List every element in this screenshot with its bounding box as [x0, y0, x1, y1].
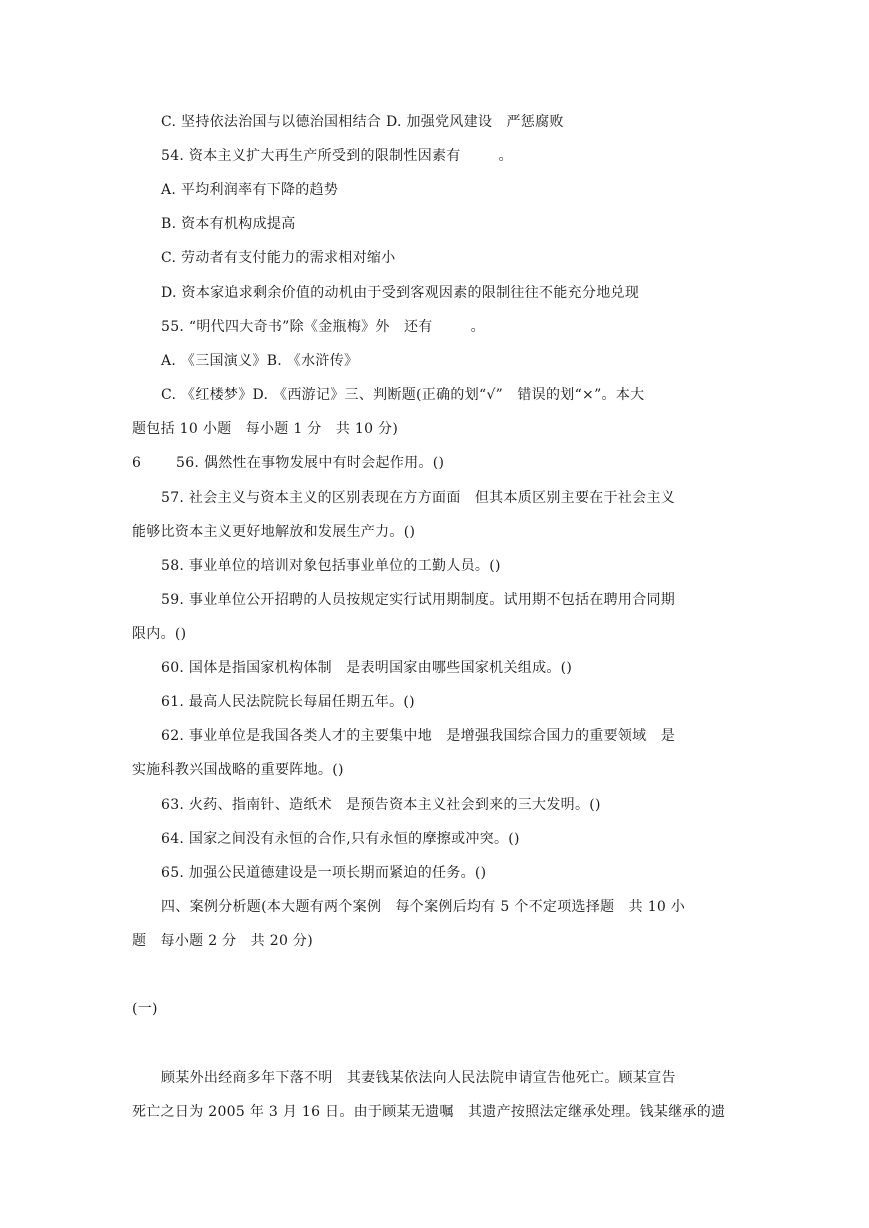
page-number: 6: [132, 455, 142, 471]
question-58: 58. 事业单位的培训对象包括事业单位的工勤人员。(): [161, 558, 501, 574]
option-c-53: C. 坚持依法治国与以德治国相结合 D. 加强党风建设 严惩腐败: [161, 114, 564, 130]
section-four-note: 题 每小题 2 分 共 20 分): [132, 933, 313, 949]
case-one-para-1: 顾某外出经商多年下落不明 其妻钱某依法向人民法院申请宣告他死亡。顾某宣告: [161, 1070, 676, 1086]
question-62-cont: 实施科教兴国战略的重要阵地。(): [132, 762, 344, 778]
question-65: 65. 加强公民道德建设是一项长期而紧迫的任务。(): [161, 865, 487, 881]
case-one-para-2: 死亡之日为 2005 年 3 月 16 日。由于顾某无遗嘱 其遗产按照法定继承处理。钱某继承的遗: [132, 1104, 726, 1120]
option-cd-55-section-three: C. 《红楼梦》D. 《西游记》三、判断题(正确的划“√” 错误的划“×”。本大: [161, 387, 645, 403]
section-four-heading: 四、案例分析题(本大题有两个案例 每个案例后均有 5 个不定项选择题 共 10 小: [161, 899, 686, 915]
question-54: 54. 资本主义扩大再生产所受到的限制性因素有 。: [161, 148, 513, 164]
option-d-54: D. 资本家追求剩余价值的动机由于受到客观因素的限制往往不能充分地兑现: [161, 285, 640, 301]
option-b-54: B. 资本有机构成提高: [161, 216, 296, 232]
question-63: 63. 火药、指南针、造纸术 是预告资本主义社会到来的三大发明。(): [161, 797, 601, 813]
question-59: 59. 事业单位公开招聘的人员按规定实行试用期制度。试用期不包括在聘用合同期: [161, 592, 676, 608]
question-61: 61. 最高人民法院院长每届任期五年。(): [161, 694, 415, 710]
question-59-cont: 限内。(): [132, 626, 187, 642]
option-a-54: A. 平均利润率有下降的趋势: [161, 182, 339, 198]
option-c-54: C. 劳动者有支付能力的需求相对缩小: [161, 250, 396, 266]
case-one-label: (一): [132, 1001, 158, 1017]
question-62: 62. 事业单位是我国各类人才的主要集中地 是增强我国综合国力的重要领域 是: [161, 728, 676, 744]
question-60: 60. 国体是指国家机构体制 是表明国家由哪些国家机关组成。(): [161, 660, 573, 676]
question-55: 55. “明代四大奇书”除《金瓶梅》外 还有 。: [161, 319, 485, 335]
question-56: 56. 偶然性在事物发展中有时会起作用。(): [176, 455, 445, 471]
option-ab-55: A. 《三国演义》B. 《水浒传》: [161, 353, 359, 369]
question-57: 57. 社会主义与资本主义的区别表现在方方面面 但其本质区别主要在于社会主义: [161, 490, 676, 506]
question-57-cont: 能够比资本主义更好地解放和发展生产力。(): [132, 524, 416, 540]
question-64: 64. 国家之间没有永恒的合作,只有永恒的摩擦或冲突。(): [161, 831, 520, 847]
section-three-note: 题包括 10 小题 每小题 1 分 共 10 分): [132, 421, 399, 437]
